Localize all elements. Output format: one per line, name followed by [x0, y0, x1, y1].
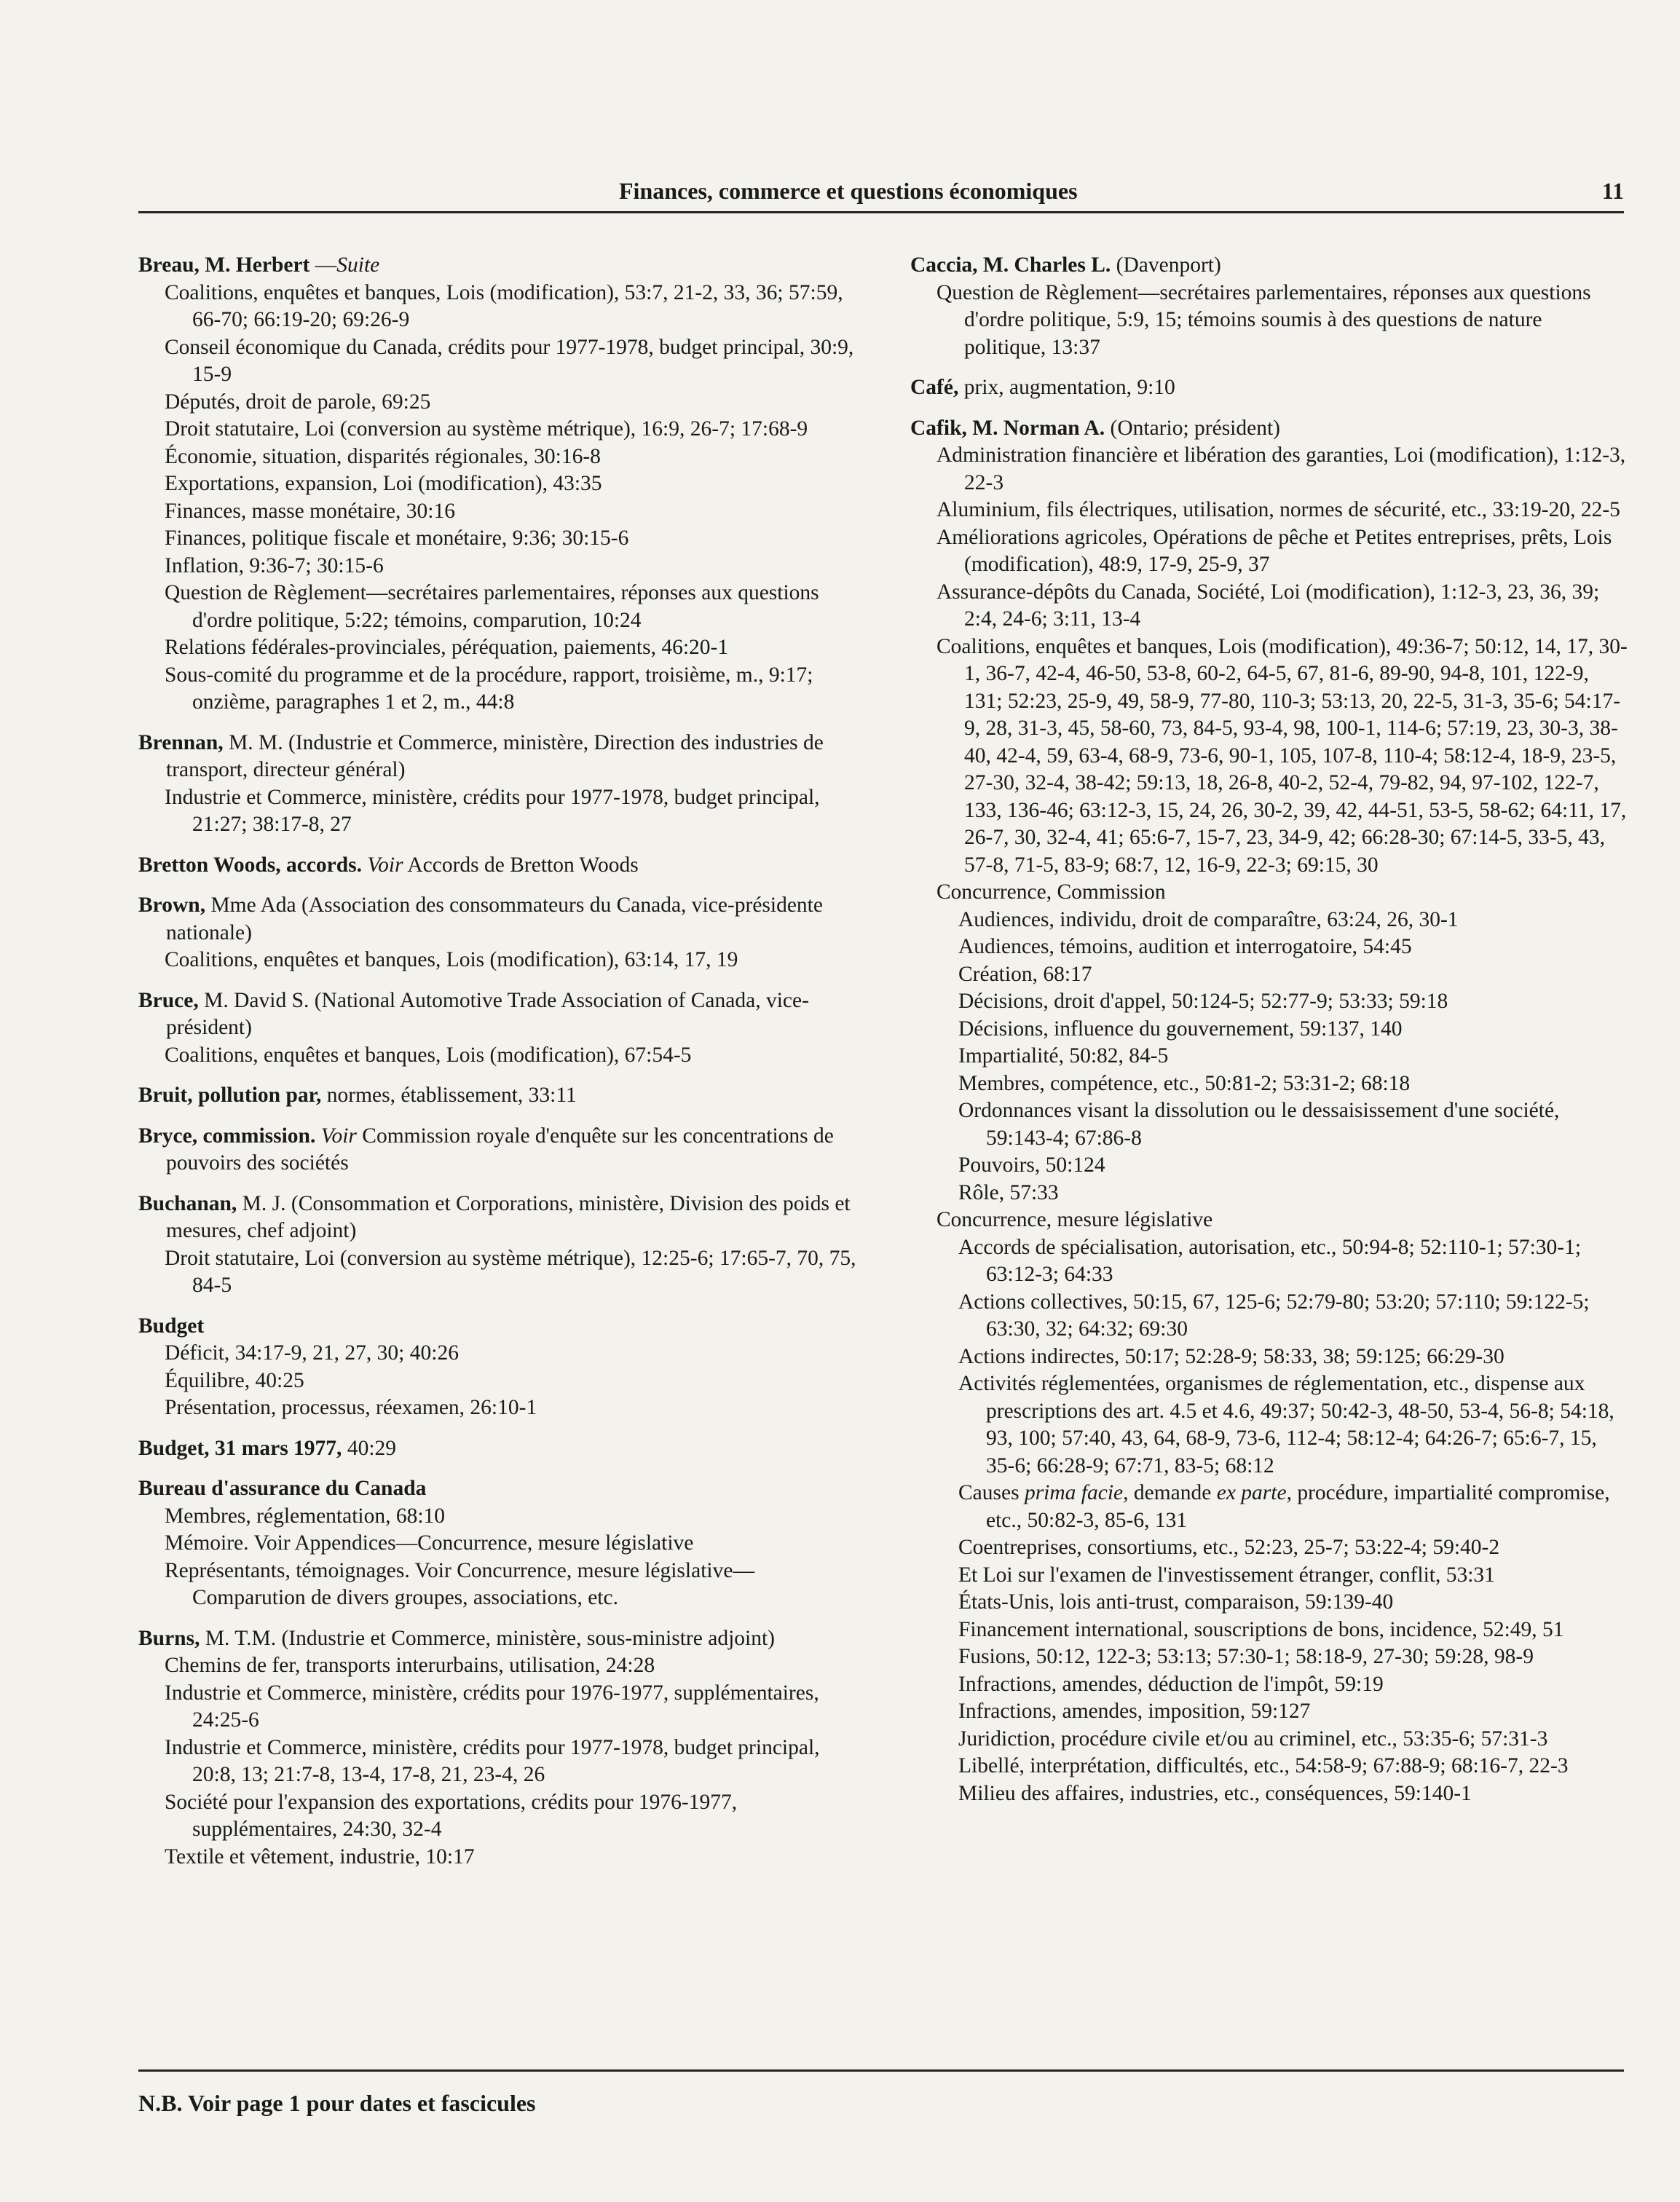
- entry-heading: Buchanan, M. J. (Consommation et Corporations, ministère, Division des poids et mesures, chef adjoint): [138, 1191, 851, 1242]
- entry-heading: Brown, Mme Ada (Association des consommateurs du Canada, vice-présidente nationale): [138, 893, 823, 944]
- entry-subitem: Question de Règlement—secrétaires parlementaires, réponses aux questions d'ordre politique, 5:9, 15; témoins soumis à des questions de nature politique, 13:37: [936, 280, 1591, 359]
- entry-subitem: Industrie et Commerce, ministère, crédits pour 1976-1977, supplémentaires, 24:25-6: [165, 1681, 819, 1732]
- entry-subitem: Question de Règlement—secrétaires parlementaires, réponses aux questions d'ordre politique, 5:22; témoins, comparution, 10:24: [165, 581, 819, 632]
- entry-subitem: Relations fédérales-provinciales, péréquation, paiements, 46:20-1: [165, 636, 729, 659]
- entry-subitem: Industrie et Commerce, ministère, crédits pour 1977-1978, budget principal, 21:27; 38:17-8, 27: [165, 785, 820, 836]
- entry-subsubitem: Actions indirectes, 50:17; 52:28-9; 58:33, 38; 59:125; 66:29-30: [958, 1344, 1504, 1368]
- entry-heading: Bretton Woods, accords. Voir Accords de Bretton Woods: [138, 853, 639, 877]
- index-entry: [138, 892, 867, 974]
- entry-name: Budget: [138, 1314, 205, 1338]
- entry-name: Bryce, commission.: [138, 1124, 316, 1148]
- entry-subsubitem: Causes prima facie, demande ex parte, procédure, impartialité compromise, etc., 50:82-3, 85-6, 131: [958, 1481, 1610, 1532]
- entry-subitem: Économie, situation, disparités régionales, 30:16-8: [165, 444, 601, 468]
- entry-subitem: Société pour l'expansion des exportations, crédits pour 1976-1977, supplémentaires, 24:30, 32-4: [165, 1790, 738, 1841]
- footer-note: N.B. Voir page 1 pour dates et fascicules: [138, 2090, 536, 2116]
- index-entry: [138, 1435, 867, 1463]
- entry-subitem: Coalitions, enquêtes et banques, Lois (modification), 49:36-7; 50:12, 14, 17, 30-1, 36-7, 42-4, 46-50, 53-8, 60-2, 64-5, 67, 81-6, 89-90, 94-8, 101, 122-9, 131; 52:23, 25-9, 49, 58-9, 77-80, 110-3; 53:13, 20, 22-5, 31-3, 35-6; 54:17-9, 28, 31-3, 45, 58-60, 73, 84-5, 93-4, 98, 100-1, 114-6; 57:19, 23, 30-3, 38-40, 42-4, 59, 63-4, 68-9, 73-6, 90-1, 105, 107-8, 110-4; 58:12-4, 18-9, 23-5, 27-30, 32-4, 38-42; 59:13, 18, 26-8, 40-2, 52-4, 79-82, 94, 97-102, 122-7, 133, 136-46; 63:12-3, 15, 24, 26, 30-2, 39, 42, 44-51, 53-5, 58-62; 64:11, 17, 26-7, 30, 32-4, 41; 65:6-7, 15-7, 23, 34-9, 42; 66:28-30; 67:14-5, 33-5, 43, 57-8, 71-5, 83-9; 68:7, 12, 16-9, 22-3; 69:15, 30: [936, 634, 1628, 877]
- index-entry: [138, 1313, 867, 1422]
- entry-subitem: Inflation, 9:36-7; 30:15-6: [165, 553, 384, 577]
- page-number: 11: [1601, 178, 1624, 204]
- entry-subitem: Mémoire. Voir Appendices—Concurrence, mesure législative: [165, 1531, 694, 1555]
- entry-heading: Bryce, commission. Voir Commission royale d'enquête sur les concentrations de pouvoirs des sociétés: [138, 1124, 834, 1175]
- entry-subsubitem: Financement international, souscriptions de bons, incidence, 52:49, 51: [958, 1617, 1564, 1641]
- index-entry: [138, 1123, 867, 1177]
- entry-subsubitem: Accords de spécialisation, autorisation, etc., 50:94-8; 52:110-1; 57:30-1; 63:12-3; 64:33: [958, 1235, 1582, 1286]
- entry-subitem: Exportations, expansion, Loi (modification), 43:35: [165, 472, 602, 495]
- entry-subsubitem: Ordonnances visant la dissolution ou le dessaisissement d'une société, 59:143-4; 67:86-8: [958, 1099, 1560, 1150]
- entry-heading: [138, 1313, 867, 1341]
- entry-heading: Budget, 31 mars 1977, 40:29: [138, 1436, 397, 1460]
- index-entry: [138, 252, 867, 717]
- entry-subitem: Conseil économique du Canada, crédits pour 1977-1978, budget principal, 30:9, 15-9: [165, 335, 854, 386]
- entry-name: Bretton Woods, accords.: [138, 853, 363, 877]
- header-rule: [138, 211, 1624, 213]
- entry-subsubitem: Infractions, amendes, imposition, 59:127: [958, 1700, 1311, 1723]
- entry-subsubitem: Impartialité, 50:82, 84-5: [958, 1044, 1169, 1068]
- entry-subsubitem: Activités réglementées, organismes de réglementation, etc., dispense aux prescriptions des art. 4.5 et 4.6, 49:37; 50:42-3, 48-50, 53-4, 56-8; 54:18, 93, 100; 57:40, 43, 64, 68-9, 73-6, 112-4; 58:12-4; 64:26-7; 65:6-7, 15, 35-6; 66:28-9; 67:71, 83-5; 68:12: [958, 1372, 1614, 1477]
- entry-name: Buchanan,: [138, 1191, 237, 1215]
- footer-rule: [138, 2069, 1624, 2072]
- entry-subsubitem: États-Unis, lois anti-trust, comparaison, 59:139-40: [958, 1590, 1394, 1614]
- entry-name: Brennan,: [138, 730, 224, 754]
- entry-subitem: Concurrence, Commission: [936, 880, 1166, 904]
- entry-subitem: Concurrence, mesure législative: [936, 1208, 1213, 1231]
- entry-heading: Brennan, M. M. (Industrie et Commerce, ministère, Direction des industries de transport, directeur général): [138, 730, 824, 781]
- entry-subitem: Chemins de fer, transports interurbains, utilisation, 24:28: [165, 1654, 655, 1677]
- entry-subsubitem: Fusions, 50:12, 122-3; 53:13; 57:30-1; 58:18-9, 27-30; 59:28, 98-9: [958, 1645, 1534, 1668]
- entry-subitem: Textile et vêtement, industrie, 10:17: [165, 1844, 475, 1868]
- entry-subsubitem: Juridiction, procédure civile et/ou au criminel, etc., 53:35-6; 57:31-3: [958, 1727, 1548, 1751]
- entry-subitem: Industrie et Commerce, ministère, crédits pour 1977-1978, budget principal, 20:8, 13; 21:7-8, 13-4, 17-8, 21, 23-4, 26: [165, 1735, 820, 1786]
- entry-subsubitem: Actions collectives, 50:15, 67, 125-6; 52:79-80; 53:20; 57:110; 59:122-5; 63:30, 32; 64:32; 69:30: [958, 1290, 1590, 1341]
- running-title: Finances, commerce et questions économiques: [619, 178, 1078, 204]
- entry-heading: Breau, M. Herbert —Suite: [138, 253, 380, 277]
- entry-heading: Bruce, M. David S. (National Automotive Trade Association of Canada, vice-président): [138, 988, 809, 1039]
- entry-subitem: Finances, politique fiscale et monétaire, 9:36; 30:15-6: [165, 526, 629, 550]
- entry-name: Breau, M. Herbert: [138, 253, 310, 277]
- entry-name: Caccia, M. Charles L.: [910, 253, 1111, 277]
- entry-heading: Bruit, pollution par, normes, établissement, 33:11: [138, 1084, 577, 1107]
- entry-name: Brown,: [138, 893, 206, 917]
- index-entry: [138, 730, 867, 839]
- entry-name: Cafik, M. Norman A.: [910, 416, 1105, 440]
- entry-heading: Caccia, M. Charles L. (Davenport): [910, 253, 1221, 277]
- index-entry: [138, 1475, 867, 1612]
- entry-subitem: Administration financière et libération des garanties, Loi (modification), 1:12-3, 22-3: [936, 443, 1626, 494]
- entry-subitem: Droit statutaire, Loi (conversion au système métrique), 12:25-6; 17:65-7, 70, 75, 84-5: [165, 1246, 856, 1297]
- index-entry: [138, 1625, 867, 1871]
- entry-heading: Cafik, M. Norman A. (Ontario; président): [910, 416, 1280, 440]
- index-column-left: [138, 252, 867, 1884]
- entry-subsubitem: Pouvoirs, 50:124: [958, 1153, 1105, 1177]
- index-entry: [910, 415, 1628, 1808]
- entry-subsubitem: Et Loi sur l'examen de l'investissement étranger, conflit, 53:31: [958, 1563, 1495, 1587]
- entry-subitem: Députés, droit de parole, 69:25: [165, 390, 431, 414]
- entry-name: Café,: [910, 376, 959, 399]
- entry-subitem: Aluminium, fils électriques, utilisation, normes de sécurité, etc., 33:19-20, 22-5: [936, 498, 1620, 521]
- index-entry: [138, 987, 867, 1070]
- entry-subitem: Déficit, 34:17-9, 21, 27, 30; 40:26: [165, 1341, 459, 1365]
- entry-name: Bruce,: [138, 988, 199, 1012]
- entry-name: Burns,: [138, 1626, 200, 1650]
- entry-subsubitem: Décisions, droit d'appel, 50:124-5; 52:77-9; 53:33; 59:18: [958, 990, 1448, 1013]
- entry-subitem: Finances, masse monétaire, 30:16: [165, 499, 455, 523]
- entry-subsubitem: Décisions, influence du gouvernement, 59:137, 140: [958, 1017, 1403, 1041]
- entry-subitem: Équilibre, 40:25: [165, 1368, 304, 1392]
- entry-name: Budget, 31 mars 1977,: [138, 1436, 342, 1460]
- index-entry: [138, 1082, 867, 1110]
- entry-heading: Burns, M. T.M. (Industrie et Commerce, ministère, sous-ministre adjoint): [138, 1626, 775, 1650]
- entry-subsubitem: Audiences, témoins, audition et interrogatoire, 54:45: [958, 935, 1412, 958]
- index-entry: [910, 252, 1628, 361]
- entry-heading: [138, 1475, 867, 1503]
- entry-subitem: Droit statutaire, Loi (conversion au système métrique), 16:9, 26-7; 17:68-9: [165, 417, 808, 441]
- entry-subitem: Présentation, processus, réexamen, 26:10-1: [165, 1396, 537, 1419]
- entry-subitem: Coalitions, enquêtes et banques, Lois (modification), 63:14, 17, 19: [165, 948, 738, 971]
- entry-subitem: Coalitions, enquêtes et banques, Lois (modification), 67:54-5: [165, 1043, 692, 1067]
- entry-name: Bruit, pollution par,: [138, 1084, 322, 1107]
- index-entry: [138, 852, 867, 880]
- entry-subsubitem: Infractions, amendes, déduction de l'impôt, 59:19: [958, 1672, 1384, 1696]
- entry-subsubitem: Milieu des affaires, industries, etc., conséquences, 59:140-1: [958, 1781, 1472, 1805]
- entry-subitem: Améliorations agricoles, Opérations de pêche et Petites entreprises, prêts, Lois (modification), 48:9, 17-9, 25-9, 37: [936, 525, 1612, 576]
- entry-subsubitem: Libellé, interprétation, difficultés, etc., 54:58-9; 67:88-9; 68:16-7, 22-3: [958, 1754, 1569, 1777]
- index-column-right: [910, 252, 1628, 1820]
- entry-subsubitem: Coentreprises, consortiums, etc., 52:23, 25-7; 53:22-4; 59:40-2: [958, 1536, 1500, 1559]
- entry-subitem: Représentants, témoignages. Voir Concurrence, mesure législative—Comparution de divers groupes, associations, etc.: [165, 1558, 754, 1609]
- entry-name: Bureau d'assurance du Canada: [138, 1477, 427, 1500]
- entry-subsubitem: Rôle, 57:33: [958, 1180, 1059, 1204]
- entry-subsubitem: Création, 68:17: [958, 962, 1092, 986]
- entry-subitem: Sous-comité du programme et de la procédure, rapport, troisième, m., 9:17; onzième, paragraphes 1 et 2, m., 44:8: [165, 663, 813, 714]
- index-entry: [910, 374, 1628, 402]
- entry-subsubitem: Membres, compétence, etc., 50:81-2; 53:31-2; 68:18: [958, 1071, 1411, 1095]
- entry-subitem: Coalitions, enquêtes et banques, Lois (modification), 53:7, 21-2, 33, 36; 57:59, 66-70; 66:19-20; 69:26-9: [165, 280, 843, 331]
- entry-subitem: Assurance-dépôts du Canada, Société, Loi (modification), 1:12-3, 23, 36, 39; 2:4, 24-6; 3:11, 13-4: [936, 580, 1600, 631]
- entry-subitem: Membres, réglementation, 68:10: [165, 1504, 446, 1528]
- entry-heading: Café, prix, augmentation, 9:10: [910, 376, 1175, 399]
- index-entry: [138, 1191, 867, 1300]
- entry-subsubitem: Audiences, individu, droit de comparaître, 63:24, 26, 30-1: [958, 907, 1459, 931]
